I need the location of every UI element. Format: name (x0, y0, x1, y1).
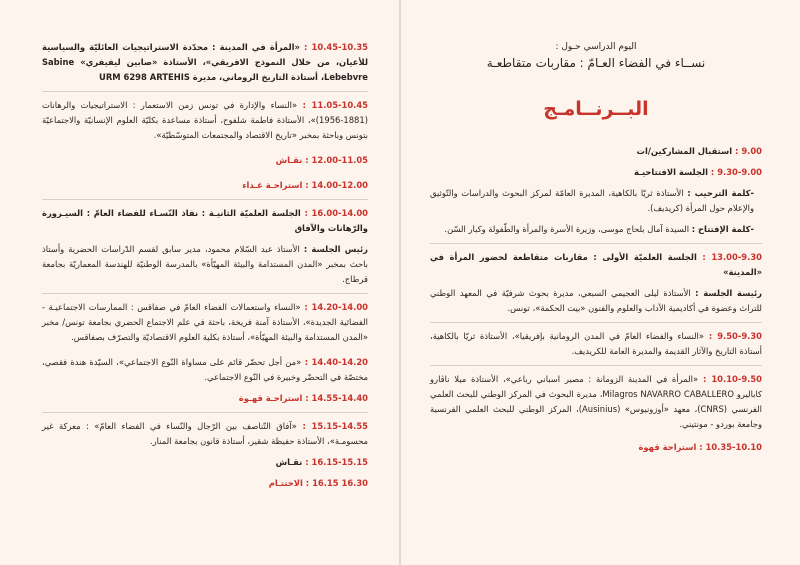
program-item: 9.30-9.00 : الجلسة الافتتاحيـة (634, 167, 762, 177)
program-item: 16.30 16.15 : الاختتـام (268, 478, 368, 488)
divider (42, 412, 368, 413)
opening-speech: -كلمة الإفتتاح : السيدة آمال بلحاج موسى، وزيرة الأسرة والمرأة والطّفولة وكبار السّن. (444, 224, 754, 234)
program-heading: البــرنــامـج (543, 98, 649, 120)
program-item: 11.05-10.45 : «النساء والإدارة في تونس زمن الاستعمار : الاستراتيجيات والرهانات (1881-1956)»، الأستاذة فاطمة شلفوح، أستاذة مساعدة بكليّة العلوم الإنسانيّة والاجتماعيّة بتونس وباحثة بمخبر «تاريخ الاقتصاد والمجتمعات المتوسّطيّة». (42, 100, 369, 140)
fold-divider (399, 0, 401, 565)
study-day-label: اليوم الدراسي حـول : (555, 42, 637, 52)
divider (430, 322, 762, 323)
page-title: نســاء في الفضاء العـامّ : مقاربات متقاطعـة (486, 56, 706, 70)
program-item: 14.55-14.40 : استراحـة قهـوة (238, 393, 368, 403)
program-item: 14.20-14.00 : «النساء واستعمالات الفضاء العامّ في صفاقس : الممارسات الاجتماعيـة - الفضائية الجديدة»، الأستاذة آمنة فريخة، باحثة في علم الاجتماع الحضري بجامعة تونس/ مخبر «المدن المستدامة والبيئة المهيّأة»، أستاذة بكلية العلوم الاقتصاديّة والتصرّف بصفاقس. (42, 302, 368, 342)
program-item: 16.15-15.15 : نقـاش (275, 457, 368, 467)
session-title: 16.00-14.00 : الجلسة العلميّة الثانيـة : نفاذ النّسـاء للفضاء العامّ : السيـرورة والرّهانات والآفاق (42, 208, 368, 233)
program-item: 12.00-11.05 : نقـاش (275, 155, 368, 165)
program-item: 15.15-14.55 : «آفاق التّناصف بين الرّجال والنّساء في الفضاء العامّ» : معركة غير محسومـة»، الأستاذة حفيظة شقير، أستاذة قانون بجامعة المنار. (42, 421, 368, 446)
session-chair: رئيسة الجلسة : الأستاذة ليلى العجيمي السبعي، مديرة بحوث شرفيّة في المعهد الوطني للتراث وعضوة في أكاديمية الآداب والعلوم والفنون «بيت الحكمة»، تونس. (430, 288, 762, 313)
left-column (42, 40, 368, 491)
divider (42, 293, 368, 294)
session-title: 13.00-9.30 : الجلسة العلميّة الأولى : مقاربات متقاطعة لحضور المرأة في «المدينة» (430, 252, 762, 277)
divider (430, 243, 762, 244)
program-item: 10.10-9.50 : «المرأة في المدينة الزومانة : مصير اسباني رباعي»، الأستاذة ميلا ناڤارو كاباليرو Milagros NAVARRO CABALLERO، مديرة البحوث في المركز الوطني للبحث العلمي الفرنسي (CNRS)، معهد «أوزونيوس» (Ausinius)، المركز الوطني للبحث العلمي الفرنسية وجامعة بوردو - مونتيني. (430, 374, 763, 429)
program-item: 9.50-9.30 : «النساء والفضاء العامّ في المدن الرومانية بإفريقيا»، الأستاذة ثريّا بالكاهية، أستاذة التاريخ والآثار القديمة والمديرة العامة للكريديف. (430, 331, 762, 356)
session-chair: رئيس الجلسة : الأستاذ عبد السّلام محمود، مدير سابق لقسم الدّراسات الحضرية وأستاذ باحث بمخبر «المدن المستدامة والبيئة المهيّأة» بالمدرسة الوطنيّة للهندسة المعماريّة بجامعة قرطاج. (42, 244, 368, 284)
program-item: 14.00-12.00 : استراحـة غـداء (242, 180, 368, 190)
divider (42, 199, 368, 200)
program-item: 9.00 : استقبال المشاركين/ات (636, 146, 762, 156)
program-item: 10.35-10.10 : استراحة قهوة (638, 442, 762, 452)
welcome-speech: -كلمة الترحيب : الأستاذة ثريّا بالكاهية، المديرة العامّة لمركز البحوث والدراسات والتّوثيق والإعلام حول المرأة (كريديف). (430, 188, 754, 213)
divider (42, 91, 368, 92)
program-item: 14.40-14.20 : «من أجل تحضّر قائم على مساواة النّوع الاجتماعي»، السيّدة هندة فقصي، مختصّة في التحضّر وخبيرة في النّوع الاجتماعي. (42, 357, 368, 382)
right-column (430, 42, 762, 455)
divider (430, 365, 762, 366)
program-item: 10.45-10.35 : «المرأة في المدينة : محدّدة الاستراتيجيات العائليّة والسياسية للأعيان، من خلال النموذج الافريقي»، الأستاذة «صابين ليفيفري» Sabine Lebebvre، أستاذة التاريخ الروماني، مديرة URM 6298 ARTEHIS (42, 42, 368, 82)
